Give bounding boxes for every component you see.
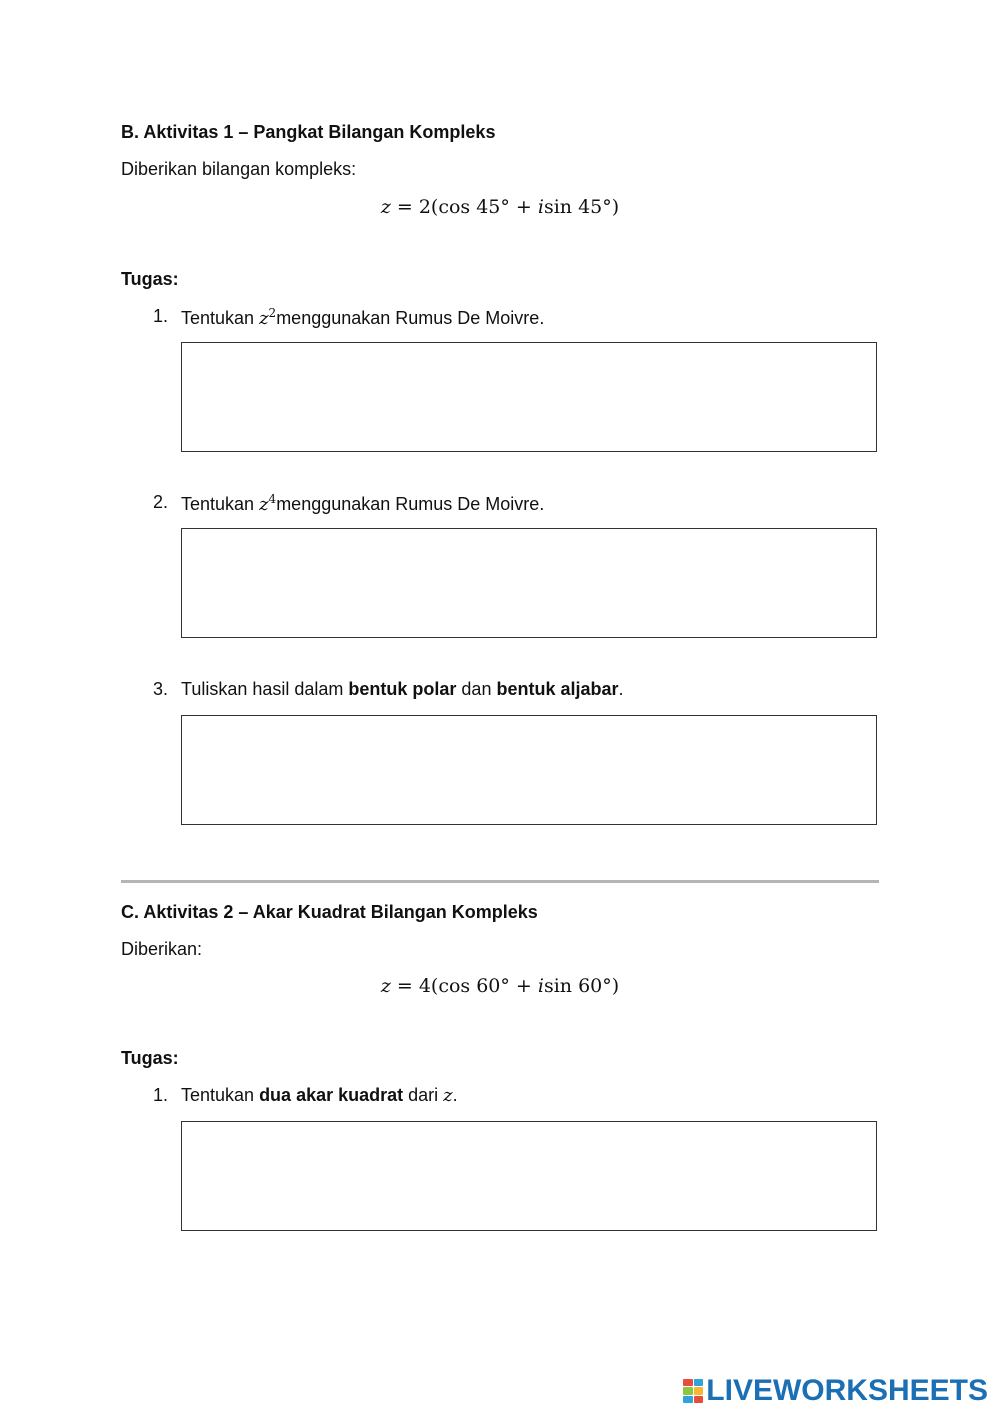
question-var: z [443,1085,453,1106]
question-pre: Tentukan [181,308,260,328]
question-bold-aljabar: bentuk aljabar [496,679,619,699]
section-c-intro: Diberikan: [121,939,203,959]
question-post: menggunakan Rumus De Moivre. [276,308,545,328]
formula-tail: sin 60°) [543,975,620,997]
logo-square [683,1379,693,1386]
logo-mark-icon [683,1379,703,1403]
formula-tail: sin 45°) [543,196,620,218]
answer-box-b3[interactable] [181,715,877,825]
formula-var: z [380,975,391,997]
question-number: 1. [152,306,168,326]
question-text [181,492,544,515]
question-bold: dua akar kuadrat [259,1085,404,1105]
logo-square [694,1379,704,1386]
section-divider [121,880,879,883]
answer-box-b1[interactable] [181,342,877,452]
answer-box-c1[interactable] [181,1121,877,1231]
section-b-heading: B. Aktivitas 1 – Pangkat Bilangan Kompleks [121,122,496,142]
question-text [181,1085,458,1106]
question-var: z [259,494,269,515]
question-bold-polar: bentuk polar [348,679,457,699]
question-pre: Tentukan [181,1085,260,1105]
section-c-formula [0,975,1000,997]
logo-square [683,1396,693,1403]
formula-var: z [380,196,391,218]
question-post: menggunakan Rumus De Moivre. [276,494,545,514]
question-post: . [618,679,624,699]
section-c-heading: C. Aktivitas 2 – Akar Kuadrat Bilangan Kompleks [121,902,538,922]
question-number: 1. [152,1085,168,1105]
logo-square [683,1387,693,1394]
logo-square [694,1396,704,1403]
section-b-formula [0,196,1000,218]
formula-imag: i [537,975,544,997]
question-number: 2. [152,492,168,512]
question-exponent: 4 [268,492,277,506]
formula-imag: i [537,196,544,218]
question-pre: Tentukan [181,494,260,514]
question-mid: dari [403,1085,444,1105]
question-text [181,306,544,329]
section-b-tasks-label: Tugas: [121,269,179,289]
logo-square [694,1387,704,1394]
logo-text: LIVEWORKSHEETS [706,1374,988,1407]
liveworksheets-logo [683,1374,988,1408]
formula-rest: = 2(cos 45° + [390,196,538,218]
section-c-tasks-label: Tugas: [121,1048,179,1068]
formula-rest: = 4(cos 60° + [390,975,538,997]
answer-box-b2[interactable] [181,528,877,638]
question-pre: Tuliskan hasil dalam [181,679,349,699]
question-post: . [452,1085,458,1105]
question-number: 3. [152,679,168,699]
section-b-intro: Diberikan bilangan kompleks: [121,159,357,179]
question-var: z [259,308,269,329]
question-text [181,679,624,700]
question-exponent: 2 [268,306,277,320]
question-mid: dan [456,679,497,699]
